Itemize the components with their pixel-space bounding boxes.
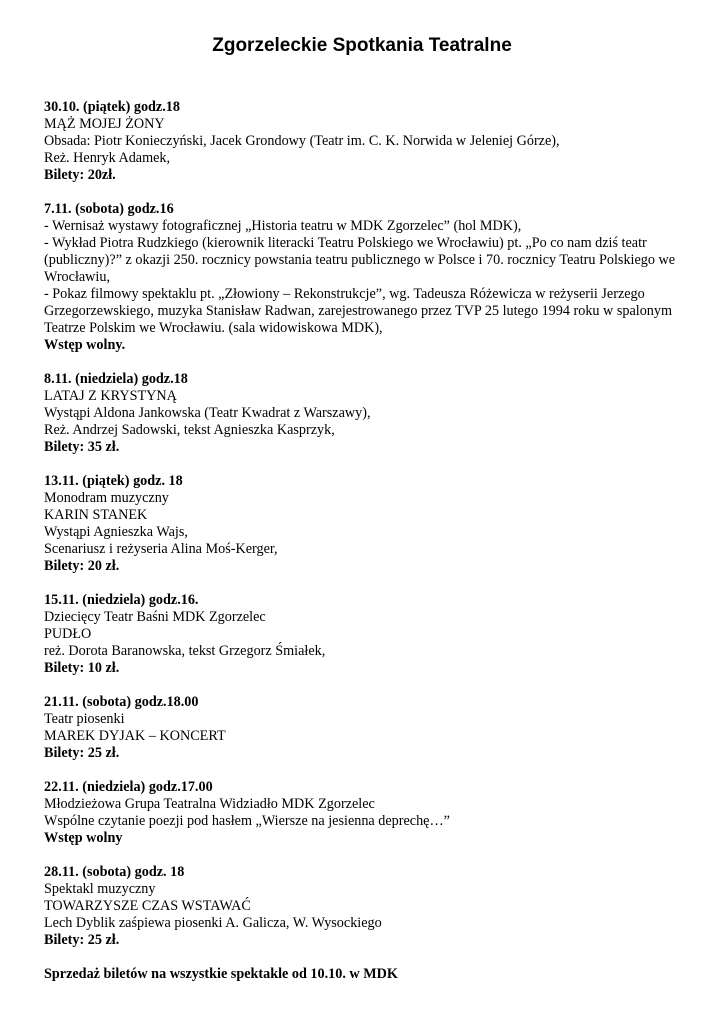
event-date: 8.11. (niedziela) godz.18 — [44, 371, 188, 387]
event-entry — [44, 592, 694, 677]
event-line: Teatr piosenki — [44, 711, 125, 727]
event-line: LATAJ Z KRYSTYNĄ — [44, 388, 177, 404]
event-tickets: Bilety: 25 zł. — [44, 932, 120, 948]
event-entry — [44, 371, 694, 456]
event-list — [44, 99, 694, 983]
event-line: Scenariusz i reżyseria Alina Moś-Kerger, — [44, 541, 278, 557]
event-date: 15.11. (niedziela) godz.16. — [44, 592, 199, 608]
event-tickets: Bilety: 20zł. — [44, 167, 116, 183]
event-date: 13.11. (piątek) godz. 18 — [44, 473, 183, 489]
event-tickets: Bilety: 20 zł. — [44, 558, 120, 574]
event-entry — [44, 99, 694, 184]
event-line: Obsada: Piotr Konieczyński, Jacek Grondowy (Teatr im. C. K. Norwida w Jeleniej Górze), — [44, 133, 560, 149]
event-entry — [44, 201, 694, 354]
event-tickets: Bilety: 35 zł. — [44, 439, 120, 455]
event-line: MAREK DYJAK – KONCERT — [44, 728, 226, 744]
event-date: 28.11. (sobota) godz. 18 — [44, 864, 185, 880]
event-line: - Wykład Piotra Rudzkiego (kierownik literacki Teatru Polskiego we Wrocławiu) pt. „Po co nam dziś teatr (publiczny)?” z okazji 250. rocznicy powstania teatru publicznego w Polsce i 70. rocznicy Teatru Polskiego we Wrocławiu, — [44, 235, 676, 285]
event-line: MĄŻ MOJEJ ŻONY — [44, 116, 165, 132]
event-date: 21.11. (sobota) godz.18.00 — [44, 694, 199, 710]
event-line: reż. Dorota Baranowska, tekst Grzegorz Śmiałek, — [44, 643, 326, 659]
event-tickets: Wstęp wolny — [44, 830, 123, 846]
event-entry — [44, 864, 694, 949]
event-line: Reż. Andrzej Sadowski, tekst Agnieszka Kasprzyk, — [44, 422, 335, 438]
event-tickets: Wstęp wolny. — [44, 337, 126, 353]
event-date: 7.11. (sobota) godz.16 — [44, 201, 174, 217]
event-line: Lech Dyblik zaśpiewa piosenki A. Galicza, W. Wysockiego — [44, 915, 382, 931]
event-line: PUDŁO — [44, 626, 92, 642]
event-line: Wspólne czytanie poezji pod hasłem „Wiersze na jesienna deprechę…” — [44, 813, 450, 829]
event-line: Spektakl muzyczny — [44, 881, 156, 897]
event-entry — [44, 473, 694, 575]
ticket-sale-note: Sprzedaż biletów na wszystkie spektakle od 10.10. w MDK — [44, 966, 398, 982]
event-line: TOWARZYSZE CZAS WSTAWAĆ — [44, 898, 251, 914]
event-line: Młodzieżowa Grupa Teatralna Widziadło MDK Zgorzelec — [44, 796, 375, 812]
event-line: KARIN STANEK — [44, 507, 148, 523]
event-date: 30.10. (piątek) godz.18 — [44, 99, 180, 115]
event-line: Reż. Henryk Adamek, — [44, 150, 171, 166]
event-entry — [44, 694, 694, 762]
event-line: - Pokaz filmowy spektaklu pt. „Złowiony – Rekonstrukcje”, wg. Tadeusza Różewicza w reżyserii Jerzego Grzegorzewskiego, muzyka Stanisław Radwan, zarejestrowanego przez TVP 25 lutego 1994 roku w spalonym Teatrze Polskim we Wrocławiu. (sala widowiskowa MDK), — [44, 286, 673, 336]
event-tickets: Bilety: 25 zł. — [44, 745, 120, 761]
document-title: Zgorzeleckie Spotkania Teatralne — [212, 35, 512, 56]
event-line: Wystąpi Aldona Jankowska (Teatr Kwadrat z Warszawy), — [44, 405, 371, 421]
event-tickets: Bilety: 10 zł. — [44, 660, 120, 676]
event-date: 22.11. (niedziela) godz.17.00 — [44, 779, 213, 795]
event-line: - Wernisaż wystawy fotograficznej „Historia teatru w MDK Zgorzelec” (hol MDK), — [44, 218, 522, 234]
event-line: Monodram muzyczny — [44, 490, 169, 506]
event-line: Wystąpi Agnieszka Wajs, — [44, 524, 188, 540]
event-line: Dziecięcy Teatr Baśni MDK Zgorzelec — [44, 609, 266, 625]
event-entry — [44, 779, 694, 847]
